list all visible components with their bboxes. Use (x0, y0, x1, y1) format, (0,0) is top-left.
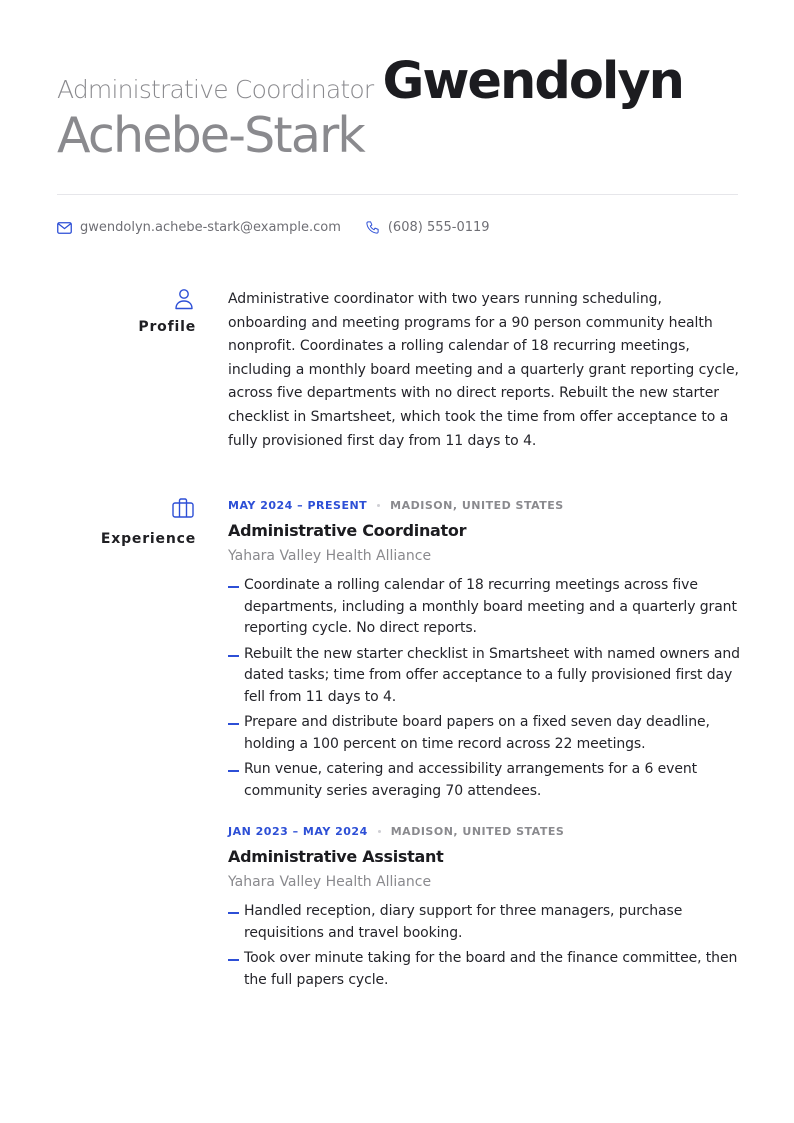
job-entry (228, 824, 740, 991)
bullet-text: Handled reception, diary support for three managers, purchase requisitions and travel booking. (244, 903, 683, 941)
mail-icon (57, 222, 72, 234)
bullet-text: Prepare and distribute board papers on a fixed seven day deadline, holding a 100 percent on time record across 22 meetings. (244, 714, 710, 752)
email-contact[interactable] (57, 220, 341, 235)
job-title: Administrative Coordinator (57, 75, 374, 104)
experience-label: Experience (100, 531, 196, 547)
job-entry (228, 498, 740, 802)
phone-text: (608) 555-0119 (387, 220, 490, 235)
resume-header (57, 52, 737, 164)
dash-marker (228, 912, 239, 914)
phone-contact[interactable] (365, 220, 490, 235)
bullet-text: Run venue, catering and accessibility arrangements for a 6 event community series averaging 70 attendees. (244, 761, 698, 799)
experience-side (100, 498, 196, 547)
bullet-item (228, 759, 740, 802)
meta-separator (377, 504, 380, 507)
bullet-item (228, 575, 740, 640)
bullet-item (228, 644, 740, 709)
header-divider (57, 194, 738, 195)
job-role: Administrative Coordinator (228, 521, 467, 540)
bullet-item (228, 712, 740, 755)
job-location: MADISON, UNITED STATES (390, 824, 565, 838)
dash-marker (228, 959, 239, 961)
job-bullets (228, 901, 740, 991)
profile-label: Profile (138, 319, 196, 335)
dash-marker (228, 655, 239, 657)
experience-body (228, 498, 740, 1013)
profile-body (228, 288, 740, 453)
job-dates: MAY 2024 – PRESENT (228, 498, 368, 512)
first-name: Gwendolyn (382, 52, 683, 111)
contact-bar (57, 220, 514, 235)
job-meta (228, 498, 740, 512)
phone-icon (365, 220, 380, 235)
job-dates: JAN 2023 – MAY 2024 (228, 824, 368, 838)
dash-marker (228, 723, 239, 725)
name-line (57, 52, 737, 111)
job-bullets (228, 575, 740, 802)
dash-marker (228, 770, 239, 772)
bullet-text: Rebuilt the new starter checklist in Smartsheet with named owners and dated tasks; time from offer acceptance to a fully provisioned first day fell from 11 days to 4. (244, 645, 740, 705)
meta-separator (378, 830, 381, 833)
job-company: Yahara Valley Health Alliance (228, 874, 432, 890)
dash-marker (228, 586, 239, 588)
job-role: Administrative Assistant (228, 847, 444, 866)
job-company: Yahara Valley Health Alliance (228, 548, 432, 564)
last-name: Achebe-Stark (57, 107, 364, 164)
job-location: MADISON, UNITED STATES (390, 498, 564, 512)
bullet-item (228, 901, 740, 944)
user-icon (174, 288, 194, 310)
bullet-text: Took over minute taking for the board and the finance committee, then the full papers cycle. (244, 950, 738, 988)
profile-side (100, 288, 196, 335)
bullet-text: Coordinate a rolling calendar of 18 recurring meetings across five departments, including a monthly board meeting and a quarterly grant reporting cycle. No direct reports. (244, 577, 737, 636)
bullet-item (228, 948, 740, 991)
email-text: gwendolyn.achebe-stark@example.com (80, 220, 341, 235)
briefcase-icon (172, 498, 194, 518)
profile-text: Administrative coordinator with two years running scheduling, onboarding and meeting programs for a 90 person community health nonprofit. Coordinates a rolling calendar of 18 recurring meetings, including a monthly board meeting and a quarterly grant reporting cycle, across five departments with no direct reports. Rebuilt the new starter checklist in Smartsheet, which took the time from offer acceptance to a fully provisioned first day from 11 days to 4. (228, 291, 739, 449)
job-meta (228, 824, 740, 838)
